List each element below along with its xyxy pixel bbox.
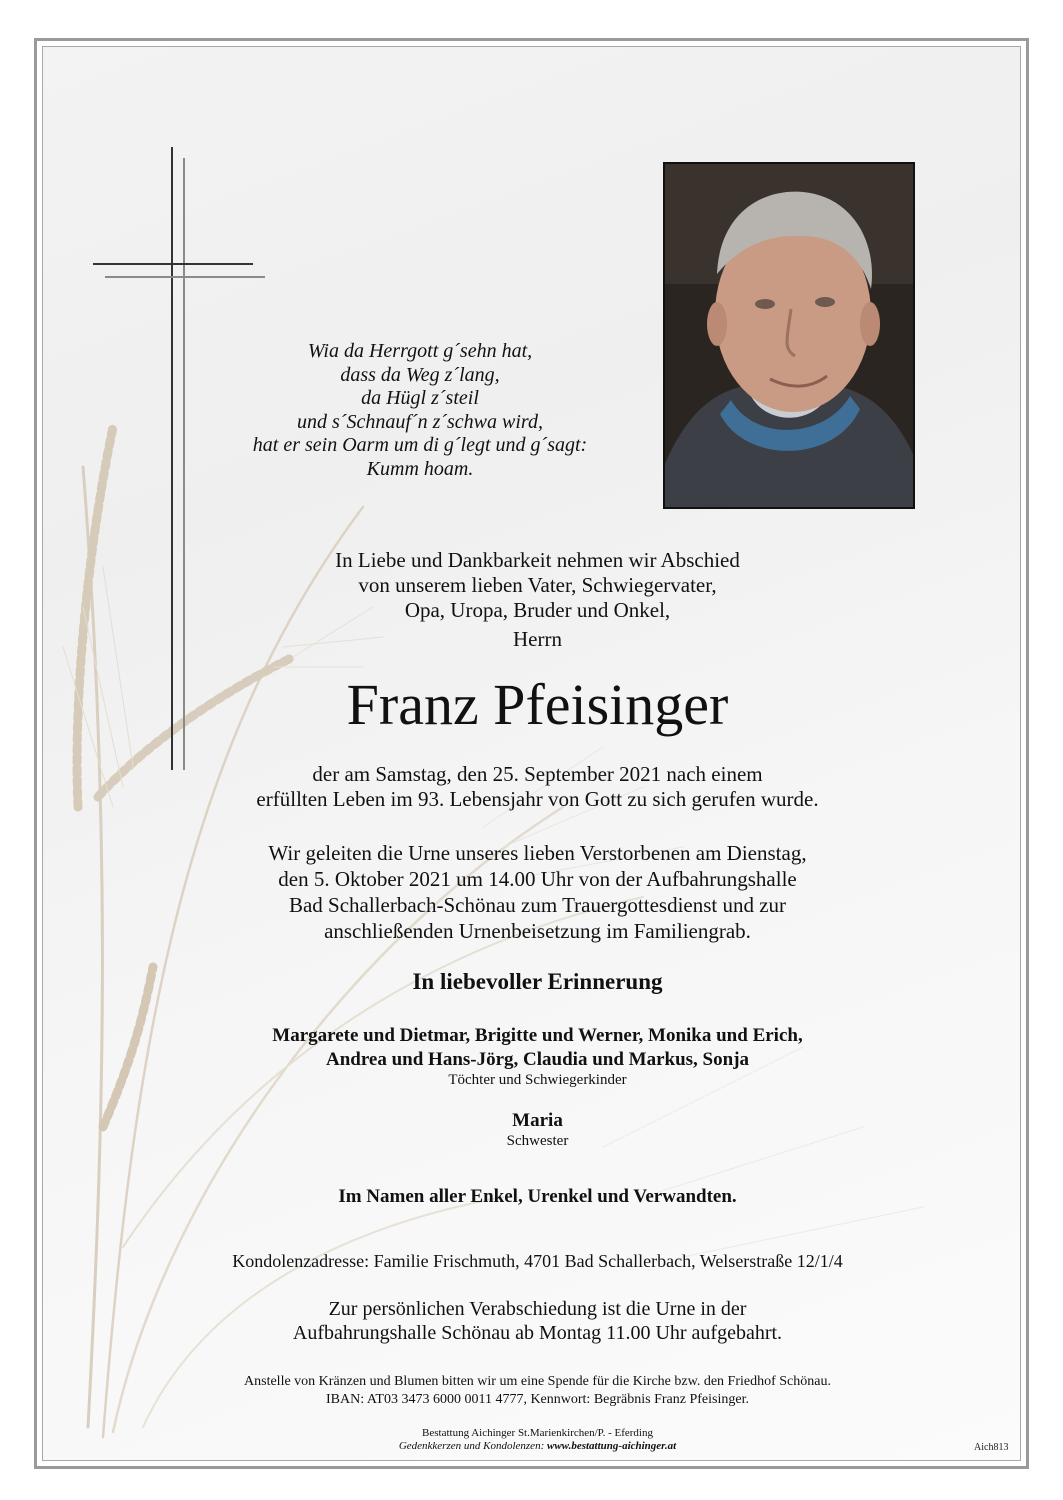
poem-line: dass da Weg z´lang, <box>340 363 500 386</box>
document-code: Aich813 <box>974 1442 1009 1453</box>
condolence-address <box>150 1250 925 1272</box>
condolence-label: Gedenkkerzen und Kondolenzen: <box>398 1440 545 1452</box>
farewell-line: Zur persönlichen Verabschiedung ist die Urne in der <box>328 1298 747 1320</box>
intro-line: Opa, Uropa, Bruder und Onkel, <box>404 598 671 622</box>
sister-name <box>150 1109 925 1133</box>
poem-line: Wia da Herrgott g´sehn hat, <box>307 340 533 362</box>
poem-line: Kumm hoam. <box>366 457 474 480</box>
family-names <box>150 1024 925 1072</box>
cross-shadow-horizontal <box>105 276 265 278</box>
poem <box>200 340 640 481</box>
funeral-line: Wir geleiten die Urne unseres lieben Verstorbenen am Dienstag, <box>268 841 807 865</box>
cross-beam <box>93 263 253 265</box>
funeral-line: Bad Schallerbach-Schönau zum Trauergottesdienst und zur <box>288 893 787 917</box>
donation-line: Anstelle von Kränzen und Blumen bitten wir um eine Spende für die Kirche bzw. den Friedhof Schönau. <box>244 1374 831 1389</box>
deceased-name-text: Franz Pfeisinger <box>346 672 729 737</box>
poem-line: hat er sein Oarm um di g´legt und g´sagt: <box>252 434 588 456</box>
funeral-notice <box>150 840 925 944</box>
all-relatives-text: Im Namen aller Enkel, Urenkel und Verwandten. <box>338 1186 737 1207</box>
sister-name-text: Maria <box>512 1110 563 1131</box>
donation-notice <box>150 1373 925 1409</box>
funeral-line: anschließenden Urnenbeisetzung im Familiengrab. <box>324 919 751 943</box>
family-line: Andrea und Hans-Jörg, Claudia und Markus, Sonja <box>325 1049 750 1070</box>
memory-heading-text: In liebevoller Erinnerung <box>412 969 663 994</box>
funeral-line: den 5. Oktober 2021 um 14.00 Uhr von der Aufbahrungshalle <box>278 867 797 891</box>
website-link[interactable]: www.bestattung-aichinger.at <box>546 1440 677 1452</box>
all-relatives <box>150 1185 925 1209</box>
condolence-address-text: Kondolenzadresse: Familie Frischmuth, 4701 Bad Schallerbach, Welserstraße 12/1/4 <box>232 1251 843 1271</box>
sister-relation-text: Schwester <box>506 1133 569 1149</box>
sister-relation <box>150 1132 925 1150</box>
intro-line: In Liebe und Dankbarkeit nehmen wir Abschied <box>335 548 740 572</box>
poem-line: da Hügl z´steil <box>361 387 479 409</box>
undertaker-name: Bestattung Aichinger St.Marienkirchen/P. - Eferding <box>422 1427 653 1439</box>
intro-salutation: Herrn <box>513 627 562 651</box>
death-line: der am Samstag, den 25. September 2021 nach einem <box>312 762 763 786</box>
farewell-line: Aufbahrungshalle Schönau ab Montag 11.00 Uhr aufgebahrt. <box>292 1322 783 1344</box>
family-relation <box>150 1071 925 1089</box>
undertaker-info <box>150 1427 925 1453</box>
poem-line: und s´Schnauf´n z´schwa wird, <box>297 410 543 433</box>
intro-text <box>150 548 925 652</box>
death-line: erfüllten Leben im 93. Lebensjahr von Gott zu sich gerufen wurde. <box>256 787 819 811</box>
intro-line: von unserem lieben Vater, Schwiegervater, <box>358 573 717 597</box>
family-line: Margarete und Dietmar, Brigitte und Werner, Monika und Erich, <box>272 1025 803 1046</box>
undertaker-contact <box>150 1440 925 1453</box>
memory-heading <box>150 968 925 996</box>
donation-line: IBAN: AT03 3473 6000 0011 4777, Kennwort: Begräbnis Franz Pfeisinger. <box>326 1392 749 1407</box>
deceased-name <box>150 672 925 738</box>
death-notice <box>150 762 925 812</box>
portrait-photo <box>663 162 915 509</box>
family-relation-text: Töchter und Schwiegerkinder <box>448 1072 627 1088</box>
farewell-notice <box>150 1297 925 1345</box>
